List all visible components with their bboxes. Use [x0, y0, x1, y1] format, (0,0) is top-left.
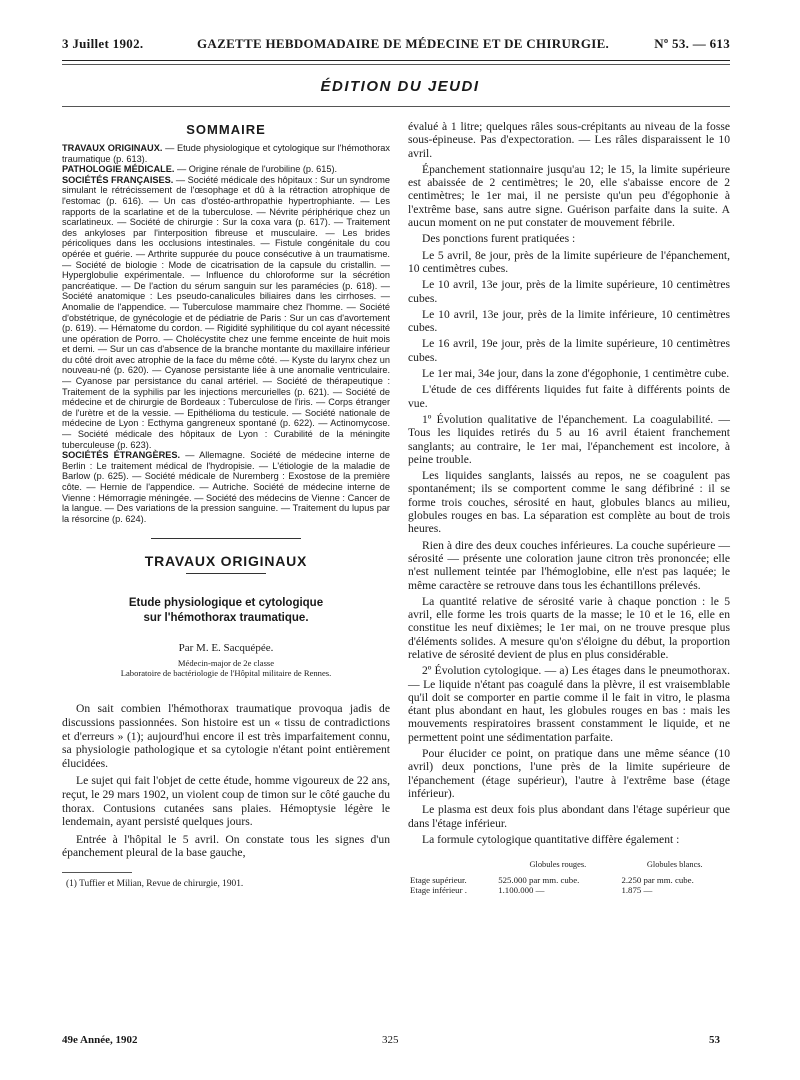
sommaire-entry: [62, 175, 390, 450]
page-footer: [62, 1034, 730, 1050]
sommaire-section-text: — Origine rénale de l'urobiline (p. 615).: [174, 164, 338, 175]
sommaire-section-text: — Allemagne. Société de médecine interne de Berlin : Le traitement médical de l'hydropisie. — L'étiologie de la maladie de Barlow (p. 625). — Société médicale de Nuremberg : Exostose de la première côte. — Hernie de l'appendice. — Autriche. Société de médecine interne de Vienne : Hémorragie méningée. — Société des médecins de Vienne : Cancer de la langue. — Des variations de la pression sanguine. — Traitement du lupus par la résorcine (p. 624).: [62, 450, 390, 524]
article-title-line: sur l'hémothorax traumatique.: [143, 612, 309, 625]
sommaire-entry: [62, 164, 390, 175]
body-paragraph: La quantité relative de sérosité varie à chaque ponction : le 5 avril, elle forme les trois quarts de la masse; le 10 et le 16, elle en constitue les neuf dixièmes; le 1er mai, on ne trouve presque plus d'éléments solides. A mesure qu'on s'éloigne du début, la proportion relative de sérosité devient de plus en plus considérable.: [408, 594, 730, 661]
edition-rule: [62, 106, 730, 107]
sommaire-section-label: SOCIÉTÉS ÉTRANGÈRES.: [62, 450, 181, 461]
article-title-line: Etude physiologique et cytologique: [128, 597, 324, 610]
table-row: [408, 885, 730, 895]
body-paragraph: Le plasma est deux fois plus abondant dans l'étage supérieur que dans l'étage inférieur.: [408, 803, 730, 830]
header-date: 3 Juillet 1902.: [62, 36, 144, 51]
cytology-table: [408, 860, 730, 895]
body-paragraph: Le 5 avril, 8e jour, près de la limite supérieure de l'épanchement, 10 centimètres cubes.: [408, 248, 730, 275]
table-row: [408, 875, 730, 885]
author-affiliation: [62, 658, 390, 678]
table-cell: 1.100.000 —: [498, 885, 545, 896]
left-column: [62, 120, 390, 889]
table-cell: Etage inférieur .: [410, 885, 467, 896]
affiliation-line: Laboratoire de bactériologie de l'Hôpital militaire de Rennes.: [120, 668, 332, 679]
footer-issue: 53: [709, 1034, 720, 1046]
sommaire-title: SOMMAIRE: [186, 122, 266, 137]
footer-volume: 49e Année, 1902: [62, 1034, 138, 1046]
table-header-row: [408, 860, 730, 875]
sommaire-section-label: PATHOLOGIE MÉDICALE.: [62, 164, 175, 175]
body-paragraph: Le 1er mai, 34e jour, dans la zone d'égophonie, 1 centimètre cube.: [422, 367, 730, 381]
body-paragraph: Le 10 avril, 13e jour, près de la limite supérieure, 10 centimètres cubes.: [408, 278, 730, 305]
table-cell: Etage supérieur.: [410, 875, 467, 886]
header-rule-bottom: [62, 64, 730, 65]
running-header: [62, 36, 730, 54]
body-paragraph: évalué à 1 litre; quelques râles sous-crépitants au niveau de la fosse sous-épineuse. Pas d'expectoration. — Les râles disparaissent le 10 avril.: [408, 120, 730, 160]
body-paragraph: Des ponctions furent pratiquées :: [422, 232, 576, 246]
sommaire-section-label: SOCIÉTÉS FRANÇAISES.: [62, 174, 174, 185]
body-paragraph: 1º Évolution qualitative de l'épanchement. La coagulabilité. — Tous les liquides retirés du 5 au 16 avril étaient franchement sanglants; au contraire, le 1er mai, l'épanchement est incolore, à peine trouble.: [408, 412, 730, 466]
body-paragraph: Le 16 avril, 19e jour, près de la limite supérieure, 10 centimètres cubes.: [408, 337, 730, 364]
right-column: [408, 120, 730, 895]
table-cell: 1.875 —: [621, 885, 653, 896]
body-paragraph: Le sujet qui fait l'objet de cette étude, homme vigoureux de 22 ans, reçut, le 29 mars 1902, un violent coup de timon sur le côté gauche du thorax. Contusions cutanées sans plaies. Hémoptysie légère le lendemain, ayant persisté quelques jours.: [62, 774, 390, 829]
table-header-cell: Globules rouges.: [529, 860, 587, 870]
footnote-rule: [62, 872, 132, 873]
body-paragraph: La formule cytologique quantitative diffère également :: [422, 832, 680, 846]
footnote: (1) Tuffier et Milian, Revue de chirurgie, 1901.: [66, 878, 244, 889]
sommaire-divider: [151, 538, 301, 539]
body-paragraph: Rien à dire des deux couches inférieures. La couche supérieure — sérosité — présente une coloration jaune citron très prononcée; elle n'est nullement teintée par l'hémoglobine, elle n'est pas laquée; le même caractère se retrouve dans tous les échantillons prélevés.: [408, 538, 730, 592]
table-header-cell: Globules blancs.: [646, 860, 703, 870]
article-title: [62, 596, 390, 626]
sommaire-section-label: TRAVAUX ORIGINAUX.: [62, 143, 163, 153]
body-paragraph: Épanchement stationnaire jusqu'au 12; le 15, la limite supérieure est abaissée de 2 centimètres; le 20, elle s'abaisse encore de 2 centimètres; le 1er mai, il ne persiste qu'un peu d'égophonie à l'extrême base, sans autre signe. Guérison parfaite dans la suite. A aucun moment on ne put constater de mouvement fébrile.: [408, 162, 730, 230]
body-paragraph: Les liquides sanglants, laissés au repos, ne se coagulent pas spontanément; ils se comportent comme le sang défibriné : il se forme trois couches, sérosité en haut, globules blancs au milieu, globules rouges en bas. La séparation est complète au bout de trois heures.: [408, 469, 730, 536]
sommaire-section-text: — Etude physiologique et cytologique sur l'hémothorax traumatique (p. 613).: [62, 143, 390, 164]
footer-page-number: 325: [382, 1034, 399, 1046]
body-paragraph: On sait combien l'hémothorax traumatique provoqua jadis de discussions passionnées. Son histoire est un « tissu de contradictions et d'erreurs » (1); aujourd'hui encore il est très imparfaitement connu, sa physiologie pathologique et sa cytologie n'étant point entièrement élucidées.: [62, 702, 390, 770]
body-paragraph: Entrée à l'hôpital le 5 avril. On constate tous les signes d'un épanchement pleural de la base gauche,: [62, 832, 390, 860]
affiliation-line: Médecin-major de 2e classe: [177, 658, 275, 669]
header-rule-top: [62, 60, 730, 61]
edition-banner: ÉDITION DU JEUDI: [320, 78, 480, 95]
article-author: Par M. E. Sacquépée.: [178, 642, 274, 655]
sommaire-entry: [62, 450, 390, 524]
header-issue-number: Nº 53. — 613: [654, 36, 730, 51]
section-title-rule: [186, 573, 266, 574]
sommaire-section-text: — Société médicale des hôpitaux : Sur un syndrome simulant le rétrécissement de l'œsophage et dû à la rétraction atrophique de l'estomac (p. 616). — Un cas d'ostéo-arthropathie hypertrophiante. — Les rapports de la scarlatine et de la tuberculose. — Névrite périphérique chez un scarlatineux. — Société de chirurgie : Sur la coxa vara (p. 617). — Traitement des ankyloses par l'interposition fibreuse et musculaire. — Les brides péricoliques dans les occlusions intestinales. — Fistule congénitale du cou opérée et guérie. — Arthrite suppurée du pouce consécutive à un traumatisme. — Société de biologie : Mode de cicatrisation de la capsule du cristallin. — Hyperglobulie expérimentale. — Influence du chloroforme sur la sécrétion pancréatique. — De l'action du sérum sanguin sur les paramécies (p. 618). — Société anatomique : Les pseudo-canalicules biliaires dans les cirrhoses. — Anomalie de l'appendice. — Tuberculose mammaire chez l'homme. — Société d'obstétrique, de gynécologie et de pédiatrie de Paris : Sur un cas d'avortement (p. 619). — Hématome du cordon. — Rigidité syphilitique du col ayant nécessité une opération de Porro. — Cholécystite chez une femme enceinte de huit mois et demi. — Sur un cas d'absence de la branche montante du maxillaire inférieur du côté droit avec atrophie de la face du même côté. — Kyste du larynx chez un nouveau-né (p. 620). — Cyanose persistante liée à une anomalie ventriculaire. — Cyanose par persistance du canal artériel. — Société de thérapeutique : Traitement de la syphilis par les injections mercurielles (p. 621). — Société de médecine et de chirurgie de Bordeaux : Tuberculose de l'iris. — Corps étranger de l'urètre et de la vessie. — Epithélioma du testicule. — Société nationale de médecine de Lyon : Ecthyma gangreneux spontané (p. 622). — Actinomycose. — Société médicale des hôpitaux de Lyon : Curabilité de la méningite tuberculeuse (p. 623).: [62, 174, 390, 450]
table-header-cell: [408, 860, 496, 875]
body-paragraph: L'étude de ces différents liquides fut faite à différents points de vue.: [408, 383, 730, 410]
header-journal-title: GAZETTE HEBDOMADAIRE DE MÉDECINE ET DE CHIRURGIE.: [197, 36, 610, 51]
body-paragraph: 2º Évolution cytologique. — a) Les étages dans le pneumothorax. — Le liquide n'étant pas coagulé dans la plèvre, il est vraisemblable qu'il doit se comporter en partie comme il le fait in vitro, le plasma étant plus abondant en haut, les globules rouges en bas : mais les mouvements respiratoires brassent constamment le liquide, et ne permettent point une sédimentation parfaite.: [408, 664, 730, 744]
sommaire-entry: [62, 143, 390, 164]
body-paragraph: Pour élucider ce point, on pratique dans une même séance (10 avril) deux ponctions, l'une près de la limite supérieure de l'épanchement (étage supérieur), l'autre à l'extrême base (étage inférieur).: [408, 747, 730, 800]
section-title: TRAVAUX ORIGINAUX: [144, 553, 308, 570]
table-cell: 525.000 par mm. cube.: [498, 875, 580, 886]
body-paragraph: Le 10 avril, 13e jour, près de la limite inférieure, 10 centimètres cubes.: [408, 307, 730, 335]
table-cell: 2.250 par mm. cube.: [621, 875, 694, 886]
